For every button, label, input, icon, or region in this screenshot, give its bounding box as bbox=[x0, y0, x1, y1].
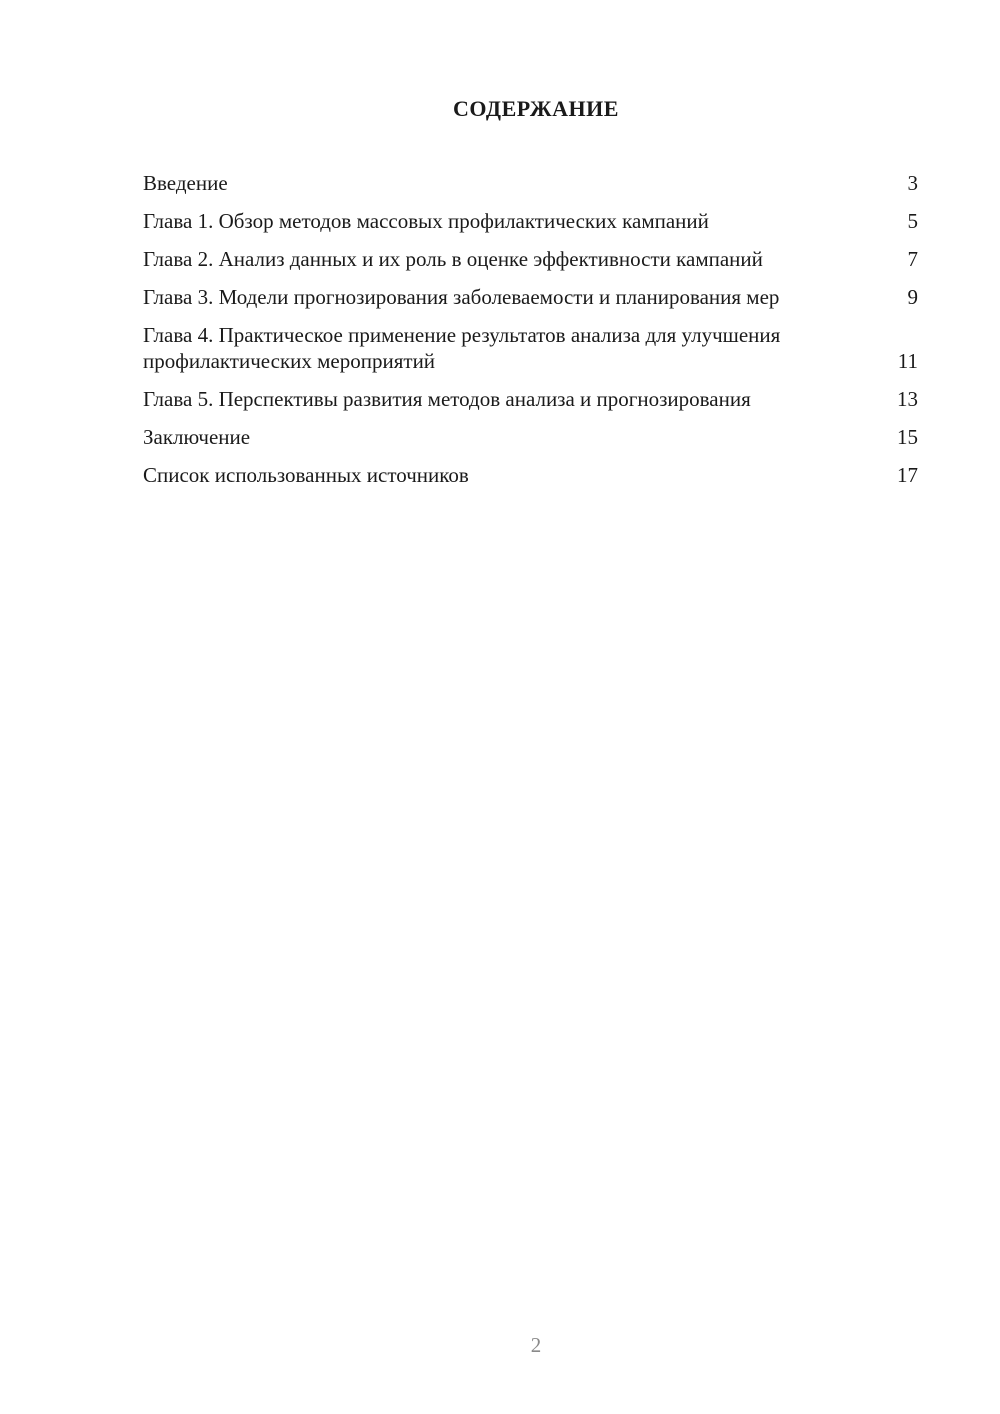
table-of-contents bbox=[143, 170, 918, 500]
toc-entry-chapter-2[interactable] bbox=[143, 246, 918, 272]
toc-entry-label: Глава 5. Перспективы развития методов анализа и прогнозирования bbox=[143, 387, 751, 411]
toc-entry-label: Список использованных источников bbox=[143, 463, 469, 487]
toc-entry-label: Глава 3. Модели прогнозирования заболеваемости и планирования мер bbox=[143, 285, 780, 309]
page-number: 2 bbox=[530, 1333, 542, 1357]
toc-entry-conclusion[interactable] bbox=[143, 424, 918, 450]
toc-entry-page: 3 bbox=[907, 171, 918, 195]
toc-entry-chapter-5[interactable] bbox=[143, 386, 918, 412]
toc-title: СОДЕРЖАНИЕ bbox=[453, 96, 619, 121]
toc-entry-label: Глава 1. Обзор методов массовых профилактических кампаний bbox=[143, 209, 709, 233]
toc-entry-chapter-4[interactable] bbox=[143, 322, 918, 374]
toc-entry-label: Глава 4. Практическое применение результатов анализа для улучшения профилактических мероприятий bbox=[143, 323, 781, 373]
toc-entry-page: 15 bbox=[897, 425, 918, 449]
toc-entry-page: 9 bbox=[907, 285, 918, 309]
toc-entry-chapter-1[interactable] bbox=[143, 208, 918, 234]
toc-entry-label: Заключение bbox=[143, 425, 251, 449]
toc-entry-page: 11 bbox=[897, 349, 918, 373]
toc-entry-page: 17 bbox=[897, 463, 918, 487]
toc-entry-chapter-3[interactable] bbox=[143, 284, 918, 310]
toc-entry-page: 7 bbox=[907, 247, 918, 271]
toc-entry-page: 13 bbox=[897, 387, 918, 411]
toc-entry-references[interactable] bbox=[143, 462, 918, 488]
toc-entry-page: 5 bbox=[907, 209, 918, 233]
toc-entry-label: Введение bbox=[143, 171, 228, 195]
toc-entry-label: Глава 2. Анализ данных и их роль в оценке эффективности кампаний bbox=[143, 247, 763, 271]
toc-entry-introduction[interactable] bbox=[143, 170, 918, 196]
